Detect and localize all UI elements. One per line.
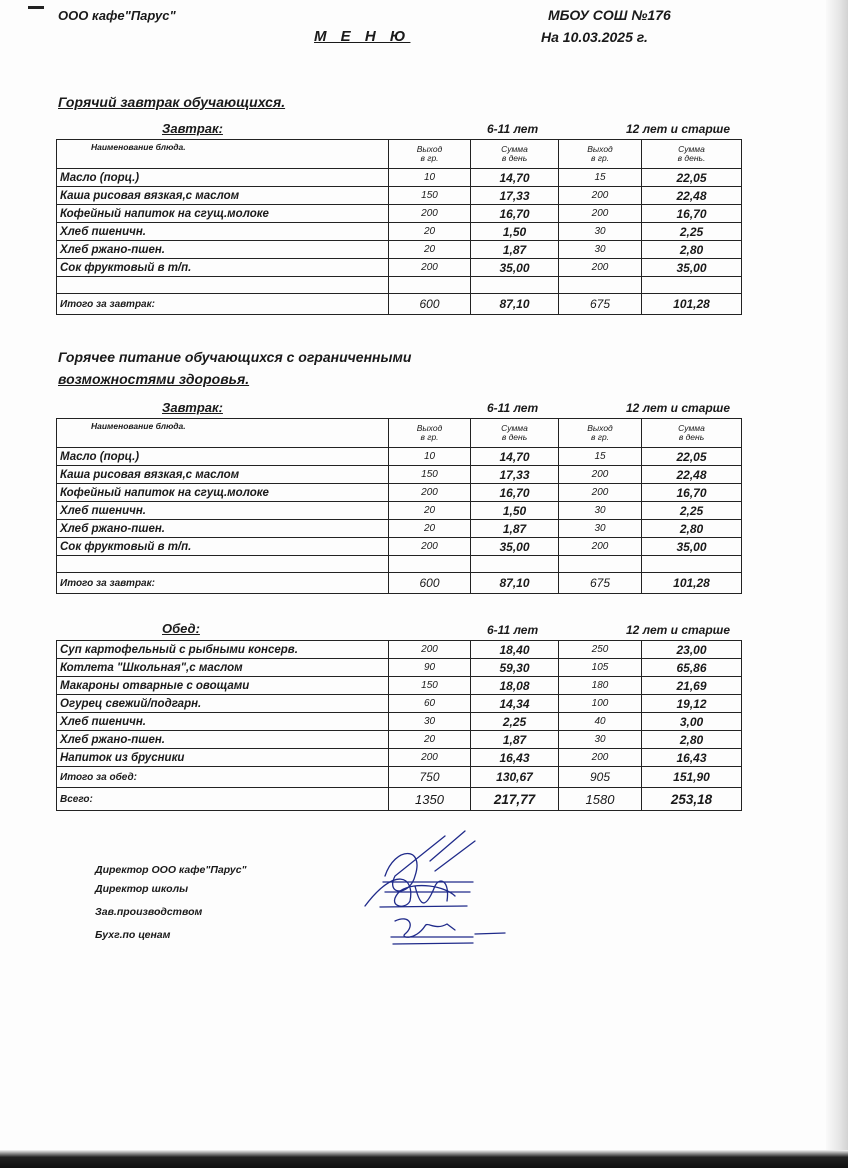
header-output-2 <box>559 140 642 169</box>
dish-name: Сок фруктовый в т/п. <box>57 538 389 556</box>
section1-title: Горячий завтрак обучающихся. <box>58 94 286 110</box>
output-6-11: 200 <box>389 641 471 659</box>
header-sum-2-line1: Сумма <box>678 423 705 433</box>
output-6-11: 20 <box>389 502 471 520</box>
dish-name: Итого за обед: <box>57 767 389 788</box>
sum-6-11: 1,87 <box>471 241 559 259</box>
header-sum-2 <box>642 419 742 448</box>
header-sum-2-line2: в день. <box>677 153 706 163</box>
sum-12-plus: 101,28 <box>642 573 742 594</box>
empty-cell <box>559 277 642 294</box>
table-row <box>57 641 742 659</box>
sum-6-11: 16,43 <box>471 749 559 767</box>
header-sum-1 <box>471 419 559 448</box>
header-output-1-line1: Выход <box>416 423 443 433</box>
dish-name: Итого за завтрак: <box>57 294 389 315</box>
sum-12-plus: 65,86 <box>642 659 742 677</box>
header-sum-1-line1: Сумма <box>501 144 528 154</box>
sum-6-11: 2,25 <box>471 713 559 731</box>
empty-cell <box>471 556 559 573</box>
output-12-plus: 200 <box>559 205 642 223</box>
dish-name: Напиток из брусники <box>57 749 389 767</box>
header-output-2-line1: Выход <box>587 423 613 433</box>
corner-mark <box>28 6 44 9</box>
header-sum-1-line2: в день <box>501 153 528 163</box>
dish-name: Кофейный напиток на сгущ.молоке <box>57 484 389 502</box>
output-6-11: 200 <box>389 749 471 767</box>
total-row <box>57 294 742 315</box>
output-12-plus: 250 <box>559 641 642 659</box>
sum-12-plus: 2,25 <box>642 223 742 241</box>
header-output-1 <box>389 419 471 448</box>
sum-12-plus: 16,70 <box>642 484 742 502</box>
dish-name: Хлеб пшеничн. <box>57 502 389 520</box>
header-sum-2-line2: в день <box>678 432 705 442</box>
output-12-plus: 200 <box>559 259 642 277</box>
sum-6-11: 18,08 <box>471 677 559 695</box>
header-dish-name: Наименование блюда. <box>57 419 389 448</box>
output-12-plus: 675 <box>559 573 642 594</box>
cafe-name: ООО кафе"Парус" <box>58 8 176 23</box>
table-row <box>57 448 742 466</box>
output-6-11: 20 <box>389 520 471 538</box>
table-header-row <box>57 140 742 169</box>
sum-6-11: 1,50 <box>471 223 559 241</box>
table-header-row <box>57 419 742 448</box>
sum-6-11: 1,50 <box>471 502 559 520</box>
header-output-2-line1: Выход <box>587 144 613 154</box>
sum-12-plus: 16,70 <box>642 205 742 223</box>
output-6-11: 20 <box>389 241 471 259</box>
dish-name: Масло (порц.) <box>57 169 389 187</box>
sum-12-plus: 2,80 <box>642 731 742 749</box>
sum-12-plus: 2,80 <box>642 520 742 538</box>
table-row <box>57 259 742 277</box>
sig-director-school: Директор школы <box>95 883 189 895</box>
table-row <box>57 205 742 223</box>
sum-6-11: 17,33 <box>471 466 559 484</box>
header-dish-name: Наименование блюда. <box>57 140 389 169</box>
output-12-plus: 30 <box>559 731 642 749</box>
dish-name: Сок фруктовый в т/п. <box>57 259 389 277</box>
table-row <box>57 502 742 520</box>
sum-6-11: 18,40 <box>471 641 559 659</box>
sum-12-plus: 22,48 <box>642 187 742 205</box>
output-12-plus: 100 <box>559 695 642 713</box>
empty-cell <box>389 556 471 573</box>
output-12-plus: 15 <box>559 448 642 466</box>
sum-12-plus: 35,00 <box>642 538 742 556</box>
sum-6-11: 17,33 <box>471 187 559 205</box>
output-12-plus: 200 <box>559 466 642 484</box>
table-row <box>57 695 742 713</box>
header-output-1-line2: в гр. <box>420 432 439 442</box>
output-12-plus: 30 <box>559 520 642 538</box>
sum-6-11: 87,10 <box>471 294 559 315</box>
table-row <box>57 484 742 502</box>
scan-edge-right <box>826 0 848 1168</box>
empty-row <box>57 277 742 294</box>
output-6-11: 750 <box>389 767 471 788</box>
sum-12-plus: 22,05 <box>642 448 742 466</box>
breakfast-table-1 <box>56 139 742 315</box>
header-sum-1 <box>471 140 559 169</box>
table-row <box>57 677 742 695</box>
sum-12-plus: 35,00 <box>642 259 742 277</box>
dish-name: Всего: <box>57 788 389 811</box>
output-6-11: 600 <box>389 573 471 594</box>
breakfast-table-2-body <box>57 419 742 594</box>
table-row <box>57 538 742 556</box>
grand-total-row <box>57 788 742 811</box>
lunch-label: Обед: <box>162 621 200 636</box>
header-output-2-line2: в гр. <box>590 153 610 163</box>
output-6-11: 10 <box>389 448 471 466</box>
dish-name: Итого за завтрак: <box>57 573 389 594</box>
header-sum-1-line1: Сумма <box>501 423 528 433</box>
sum-6-11: 87,10 <box>471 573 559 594</box>
sum-12-plus: 23,00 <box>642 641 742 659</box>
table-row <box>57 466 742 484</box>
sum-6-11: 59,30 <box>471 659 559 677</box>
dish-name: Хлеб ржано-пшен. <box>57 241 389 259</box>
output-12-plus: 30 <box>559 223 642 241</box>
empty-cell <box>642 277 742 294</box>
dish-name: Котлета "Школьная",с маслом <box>57 659 389 677</box>
section2-title-line2: возможностями здоровья. <box>58 371 250 387</box>
header-output-2 <box>559 419 642 448</box>
total-row <box>57 573 742 594</box>
header-output-1 <box>389 140 471 169</box>
output-12-plus: 200 <box>559 187 642 205</box>
table-row <box>57 241 742 259</box>
output-6-11: 200 <box>389 205 471 223</box>
lunch-table <box>56 640 742 811</box>
table-row <box>57 749 742 767</box>
dish-name: Хлеб ржано-пшен. <box>57 520 389 538</box>
table-row <box>57 659 742 677</box>
dish-name: Масло (порц.) <box>57 448 389 466</box>
sum-12-plus: 3,00 <box>642 713 742 731</box>
output-6-11: 20 <box>389 223 471 241</box>
header-sum-2 <box>642 140 742 169</box>
dish-name: Каша рисовая вязкая,с маслом <box>57 187 389 205</box>
output-12-plus: 30 <box>559 241 642 259</box>
empty-cell <box>57 277 389 294</box>
sum-6-11: 14,34 <box>471 695 559 713</box>
output-12-plus: 200 <box>559 749 642 767</box>
sum-12-plus: 16,43 <box>642 749 742 767</box>
lunch-table-body <box>57 641 742 811</box>
output-6-11: 200 <box>389 484 471 502</box>
output-6-11: 600 <box>389 294 471 315</box>
empty-cell <box>471 277 559 294</box>
dish-name: Суп картофельный с рыбными консерв. <box>57 641 389 659</box>
empty-cell <box>559 556 642 573</box>
header-output-1-line1: Выход <box>416 144 443 154</box>
output-12-plus: 905 <box>559 767 642 788</box>
sum-6-11: 14,70 <box>471 169 559 187</box>
sum-12-plus: 151,90 <box>642 767 742 788</box>
sig-director-cafe: Директор ООО кафе"Парус" <box>95 864 247 876</box>
header-output-2-line2: в гр. <box>590 432 610 442</box>
s2-age1: 6-11 лет <box>487 401 539 415</box>
dish-name: Хлеб пшеничн. <box>57 223 389 241</box>
lunch-age2: 12 лет и старше <box>626 623 731 637</box>
s1-breakfast-label: Завтрак: <box>162 121 223 136</box>
sum-6-11: 1,87 <box>471 731 559 749</box>
school-name: МБОУ СОШ №176 <box>548 7 671 23</box>
sum-6-11: 35,00 <box>471 259 559 277</box>
output-6-11: 150 <box>389 466 471 484</box>
output-6-11: 20 <box>389 731 471 749</box>
output-6-11: 1350 <box>389 788 471 811</box>
dish-name: Кофейный напиток на сгущ.молоке <box>57 205 389 223</box>
output-12-plus: 15 <box>559 169 642 187</box>
table-row <box>57 520 742 538</box>
output-12-plus: 1580 <box>559 788 642 811</box>
empty-cell <box>642 556 742 573</box>
dish-name: Макароны отварные с овощами <box>57 677 389 695</box>
table-row <box>57 223 742 241</box>
output-6-11: 200 <box>389 259 471 277</box>
output-12-plus: 180 <box>559 677 642 695</box>
output-12-plus: 30 <box>559 502 642 520</box>
output-12-plus: 675 <box>559 294 642 315</box>
output-6-11: 90 <box>389 659 471 677</box>
sum-12-plus: 19,12 <box>642 695 742 713</box>
output-6-11: 60 <box>389 695 471 713</box>
sum-12-plus: 22,48 <box>642 466 742 484</box>
s2-age2: 12 лет и старше <box>626 401 731 415</box>
total-row <box>57 767 742 788</box>
sig-head-production: Зав.производством <box>95 906 203 918</box>
dish-name: Хлеб пшеничн. <box>57 713 389 731</box>
table-row <box>57 731 742 749</box>
output-12-plus: 200 <box>559 538 642 556</box>
header-output-1-line2: в гр. <box>420 153 439 163</box>
menu-date: На 10.03.2025 г. <box>541 29 648 45</box>
output-6-11: 150 <box>389 187 471 205</box>
empty-cell <box>57 556 389 573</box>
output-6-11: 10 <box>389 169 471 187</box>
s2-breakfast-label: Завтрак: <box>162 400 223 415</box>
sum-6-11: 217,77 <box>471 788 559 811</box>
s1-age2: 12 лет и старше <box>626 122 731 136</box>
lunch-age1: 6-11 лет <box>487 623 539 637</box>
table-row <box>57 169 742 187</box>
sum-12-plus: 101,28 <box>642 294 742 315</box>
empty-cell <box>389 277 471 294</box>
output-12-plus: 200 <box>559 484 642 502</box>
sum-12-plus: 2,25 <box>642 502 742 520</box>
sum-6-11: 16,70 <box>471 205 559 223</box>
dish-name: Каша рисовая вязкая,с маслом <box>57 466 389 484</box>
sum-12-plus: 22,05 <box>642 169 742 187</box>
output-6-11: 150 <box>389 677 471 695</box>
output-6-11: 200 <box>389 538 471 556</box>
table-row <box>57 187 742 205</box>
dish-name: Хлеб ржано-пшен. <box>57 731 389 749</box>
page-title: М Е Н Ю <box>314 28 411 45</box>
output-12-plus: 105 <box>559 659 642 677</box>
header-sum-1-line2: в день <box>501 432 528 442</box>
scan-edge-bottom <box>0 1150 848 1168</box>
output-12-plus: 40 <box>559 713 642 731</box>
handwritten-signatures <box>355 826 515 956</box>
sig-accountant: Бухг.по ценам <box>95 929 171 941</box>
dish-name: Огурец свежий/подгарн. <box>57 695 389 713</box>
sum-12-plus: 2,80 <box>642 241 742 259</box>
empty-row <box>57 556 742 573</box>
header-sum-2-line1: Сумма <box>678 144 705 154</box>
table-row <box>57 713 742 731</box>
section2-title-line1: Горячее питание обучающихся с ограниченными <box>58 349 412 365</box>
sum-6-11: 14,70 <box>471 448 559 466</box>
sum-12-plus: 21,69 <box>642 677 742 695</box>
sum-6-11: 1,87 <box>471 520 559 538</box>
breakfast-table-2 <box>56 418 742 594</box>
sum-6-11: 130,67 <box>471 767 559 788</box>
s1-age1: 6-11 лет <box>487 122 539 136</box>
sum-6-11: 16,70 <box>471 484 559 502</box>
sum-12-plus: 253,18 <box>642 788 742 811</box>
output-6-11: 30 <box>389 713 471 731</box>
sum-6-11: 35,00 <box>471 538 559 556</box>
breakfast-table-1-body <box>57 140 742 315</box>
